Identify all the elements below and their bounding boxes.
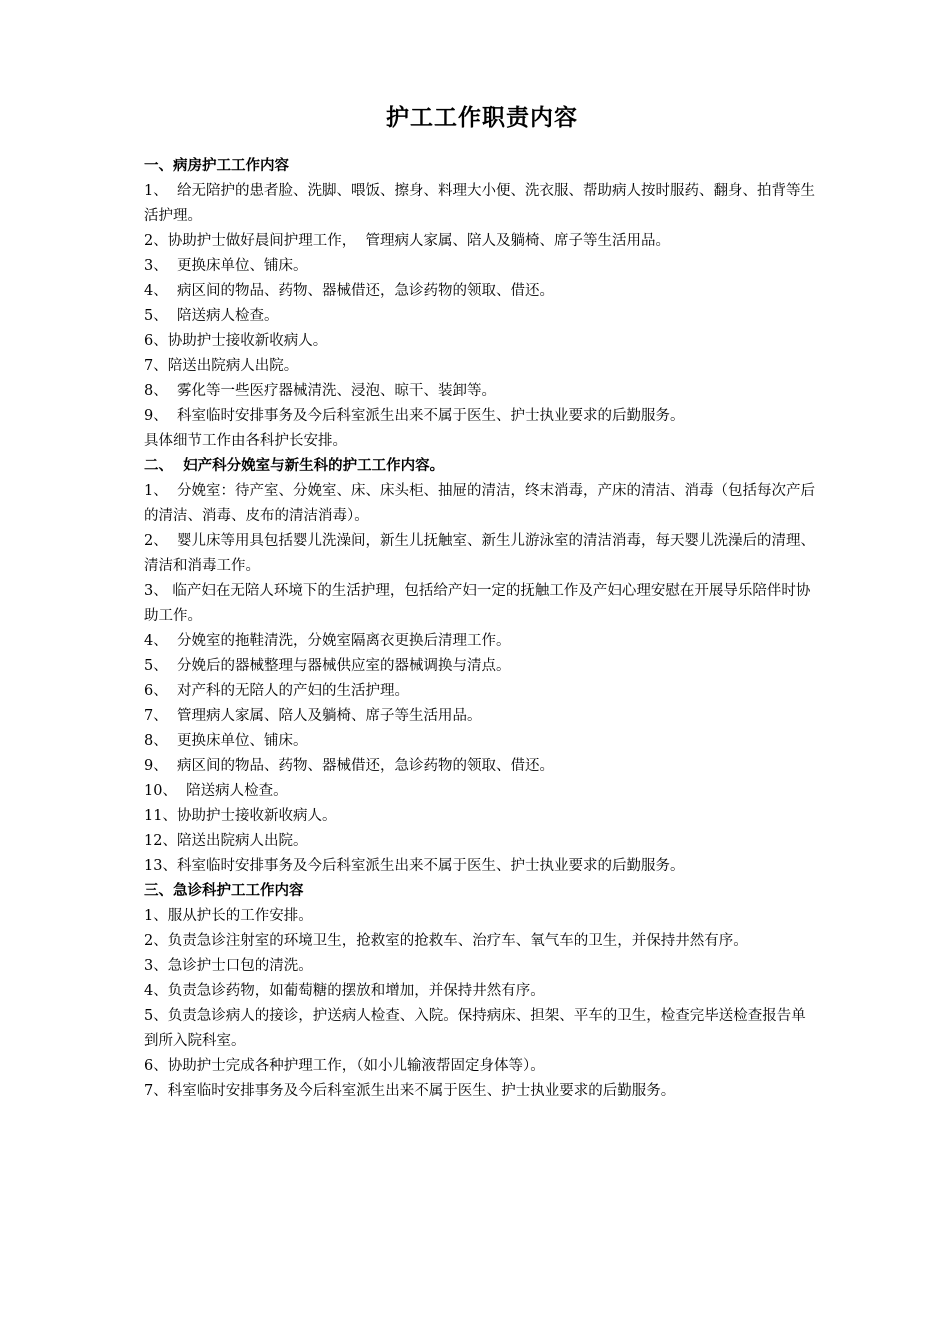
list-item: 7、 管理病人家属、陪人及躺椅、席子等生活用品。: [144, 708, 482, 724]
list-item: 1、服从护长的工作安排。: [144, 908, 313, 924]
list-item: 5、 陪送病人检查。: [144, 308, 279, 324]
list-item: 5、负责急诊病人的接诊，护送病人检查、入院。保持病床、担架、平车的卫生，检查完毕送检查报告单到所入院科室。: [144, 1008, 806, 1049]
list-item: 4、 分娩室的拖鞋清洗，分娩室隔离衣更换后清理工作。: [144, 633, 511, 649]
list-item: 12、陪送出院病人出院。: [144, 833, 308, 849]
list-item: 2、负责急诊注射室的环境卫生，抢救室的抢救车、治疗车、氧气车的卫生，并保持井然有序。: [144, 933, 748, 949]
list-item: 1、 分娩室：待产室、分娩室、床、床头柜、抽屉的清洁，终末消毒，产床的清洁、消毒（包括每次产后的清洁、消毒、皮布的清洁消毒）。: [144, 483, 815, 524]
list-item: 6、协助护士完成各种护理工作，（如小儿输液帮固定身体等）。: [144, 1058, 545, 1074]
list-item: 7、科室临时安排事务及今后科室派生出来不属于医生、护士执业要求的后勤服务。: [144, 1083, 676, 1099]
list-item: 4、 病区间的物品、药物、器械借还，急诊药物的领取、借还。: [144, 283, 554, 299]
list-item: 5、 分娩后的器械整理与器械供应室的器械调换与清点。: [144, 658, 511, 674]
document-title: 护工工作职责内容: [386, 105, 578, 131]
list-item: 10、 陪送病人检查。: [144, 783, 288, 799]
list-item: 9、 科室临时安排事务及今后科室派生出来不属于医生、护士执业要求的后勤服务。: [144, 408, 685, 424]
list-item: 2、协助护士做好晨间护理工作， 管理病人家属、陪人及躺椅、席子等生活用品。: [144, 233, 670, 249]
list-item: 6、协助护士接收新收病人。: [144, 333, 328, 349]
list-item: 3、 更换床单位、铺床。: [144, 258, 308, 274]
section-heading: 一、病房护工工作内容: [144, 158, 289, 174]
list-item: 9、 病区间的物品、药物、器械借还，急诊药物的领取、借还。: [144, 758, 554, 774]
section-obstetrics-care: [144, 454, 820, 879]
list-item: 3、急诊护士口包的清洗。: [144, 958, 313, 974]
list-item: 4、负责急诊药物，如葡萄糖的摆放和增加，并保持井然有序。: [144, 983, 545, 999]
list-item: 11、协助护士接收新收病人。: [144, 808, 337, 824]
list-item: 3、 临产妇在无陪人环境下的生活护理，包括给产妇一定的抚触工作及产妇心理安慰在开展导乐陪伴时协助工作。: [144, 583, 811, 624]
list-item: 7、陪送出院病人出院。: [144, 358, 299, 374]
list-item: 2、 婴儿床等用具包括婴儿洗澡间，新生儿抚触室、新生儿游泳室的清洁消毒，每天婴儿洗澡后的清理、清洁和消毒工作。: [144, 533, 815, 574]
list-item: 6、 对产科的无陪人的产妇的生活护理。: [144, 683, 409, 699]
document-page: [144, 96, 820, 1104]
section-heading: 二、 妇产科分娩室与新生科的护工工作内容。: [144, 458, 445, 474]
section-ward-care: [144, 154, 820, 454]
list-item: 具体细节工作由各科护长安排。: [144, 433, 347, 449]
list-item: 8、 雾化等一些医疗器械清洗、浸泡、晾干、装卸等。: [144, 383, 496, 399]
list-item: 13、科室临时安排事务及今后科室派生出来不属于医生、护士执业要求的后勤服务。: [144, 858, 685, 874]
list-item: 8、 更换床单位、铺床。: [144, 733, 308, 749]
section-heading: 三、急诊科护工工作内容: [144, 883, 304, 899]
section-emergency-care: [144, 879, 820, 1104]
list-item: 1、 给无陪护的患者脸、洗脚、喂饭、擦身、料理大小便、洗衣服、帮助病人按时服药、翻身、拍背等生活护理。: [144, 183, 815, 224]
